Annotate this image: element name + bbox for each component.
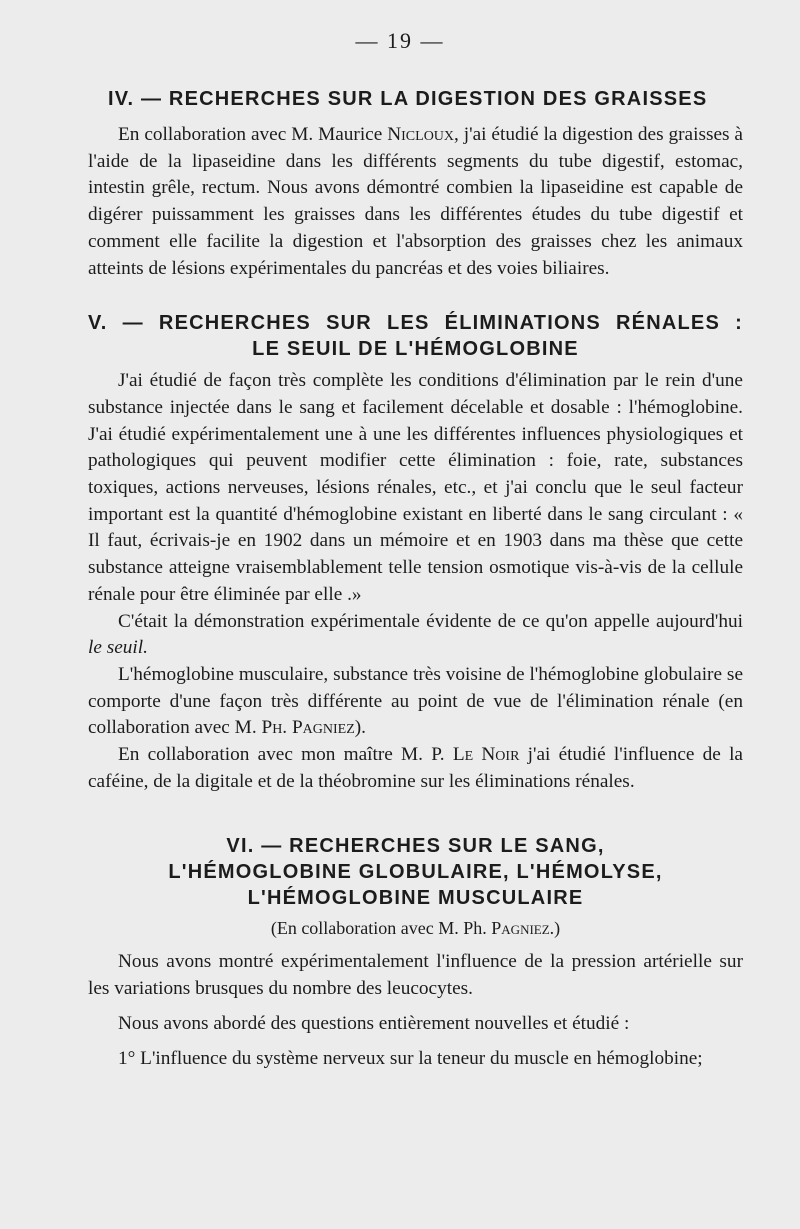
section-5-paragraph [88,662,743,742]
text-run: En collaboration avec M. Maurice [118,124,388,145]
text-run: C'était la démonstration expérimentale évidente de ce qu'on appelle aujourd'hui [118,610,743,632]
section-6-heading [88,833,743,911]
section-6-paragraph: 1° L'influence du système nerveux sur la teneur du muscle en hémoglobine; [118,1047,703,1069]
heading-line: V. — RECHERCHES SUR LES ÉLIMINATIONS RÉNALES : [88,312,743,335]
section-4-paragraph [88,122,743,282]
section-6-paragraph: Nous avons abordé des questions entièrement nouvelles et étudié : [118,1012,630,1034]
text-run: , j'ai étudié la digestion des graisses à l'aide de la lipaseidine dans les différents segments du tube digestif, estomac, intestin grêle, rectum. Nous avons démontré combien la lipaseidine est capable de digérer puissamment les graisses dans les différentes études du tube digestif et comment elle facilite la digestion et l'absorption des graisses chez les animaux atteints de lésions expérimentales du pancréas et des voies biliaires. [88,124,743,279]
heading-line: VI. — RECHERCHES SUR LE SANG, [226,835,605,858]
heading-line: L'HÉMOGLOBINE GLOBULAIRE, L'HÉMOLYSE, [168,861,663,884]
section-5-heading [88,310,743,362]
emphasis: le seuil. [88,637,148,659]
author-name: Nicloux [387,124,455,145]
heading-line: LE SEUIL DE L'HÉMOGLOBINE [252,338,579,361]
author-name: Le Noir [452,744,520,766]
text-run: (En collaboration avec M. Ph. [270,918,492,939]
section-5-paragraph: J'ai étudié de façon très complète les conditions d'élimination par le rein d'une substance injectée dans le sang et facilement décelable et dosable : l'hémoglobine. J'ai étudié expérimentalement une à une les différentes influences physiologiques et pathologiques qui peuvent modifier cette élimination : foie, rate, substances toxiques, actions nerveuses, lésions rénales, etc., et j'ai conclu que le seul facteur important est la quantité d'hémoglobine existant en liberté dans le sang circulant : « Il faut, écrivais-je en 1902 dans un mémoire et en 1903 dans ma thèse que cette substance atteigne vraisemblablement telle tension osmotique vis-à-vis de la cellule rénale pour être éliminée par elle .» [88,370,743,605]
heading-line: L'HÉMOGLOBINE MUSCULAIRE [247,887,584,910]
text-run: j'ai étudié l'influence de la caféine, de la digitale et de la théobromine sur les éliminations rénales. [88,744,743,792]
text-run: .) [549,918,561,939]
page-number: — 19 — [355,28,445,53]
section-4-heading: IV. — RECHERCHES SUR LA DIGESTION DES GRAISSES [108,88,708,110]
text-run: ). [354,717,367,739]
text-run: En collaboration avec mon maître M. P. [118,744,453,766]
section-5-paragraph [88,742,743,795]
author-name: Pagniez [491,918,550,939]
text-run: L'hémoglobine musculaire, substance très voisine de l'hémoglobine globulaire se comporte d'une façon très différente au point de vue de l'élimination rénale (en collaboration avec M. [88,663,743,739]
page-content [88,86,743,1072]
author-name: Ph. Pagniez [261,717,355,739]
section-6-paragraph: Nous avons montré expérimentalement l'influence de la pression artérielle sur les variations brusques du nombre des leucocytes. [88,951,743,1000]
section-6-subtitle [88,915,743,941]
section-5-paragraph [88,609,743,662]
